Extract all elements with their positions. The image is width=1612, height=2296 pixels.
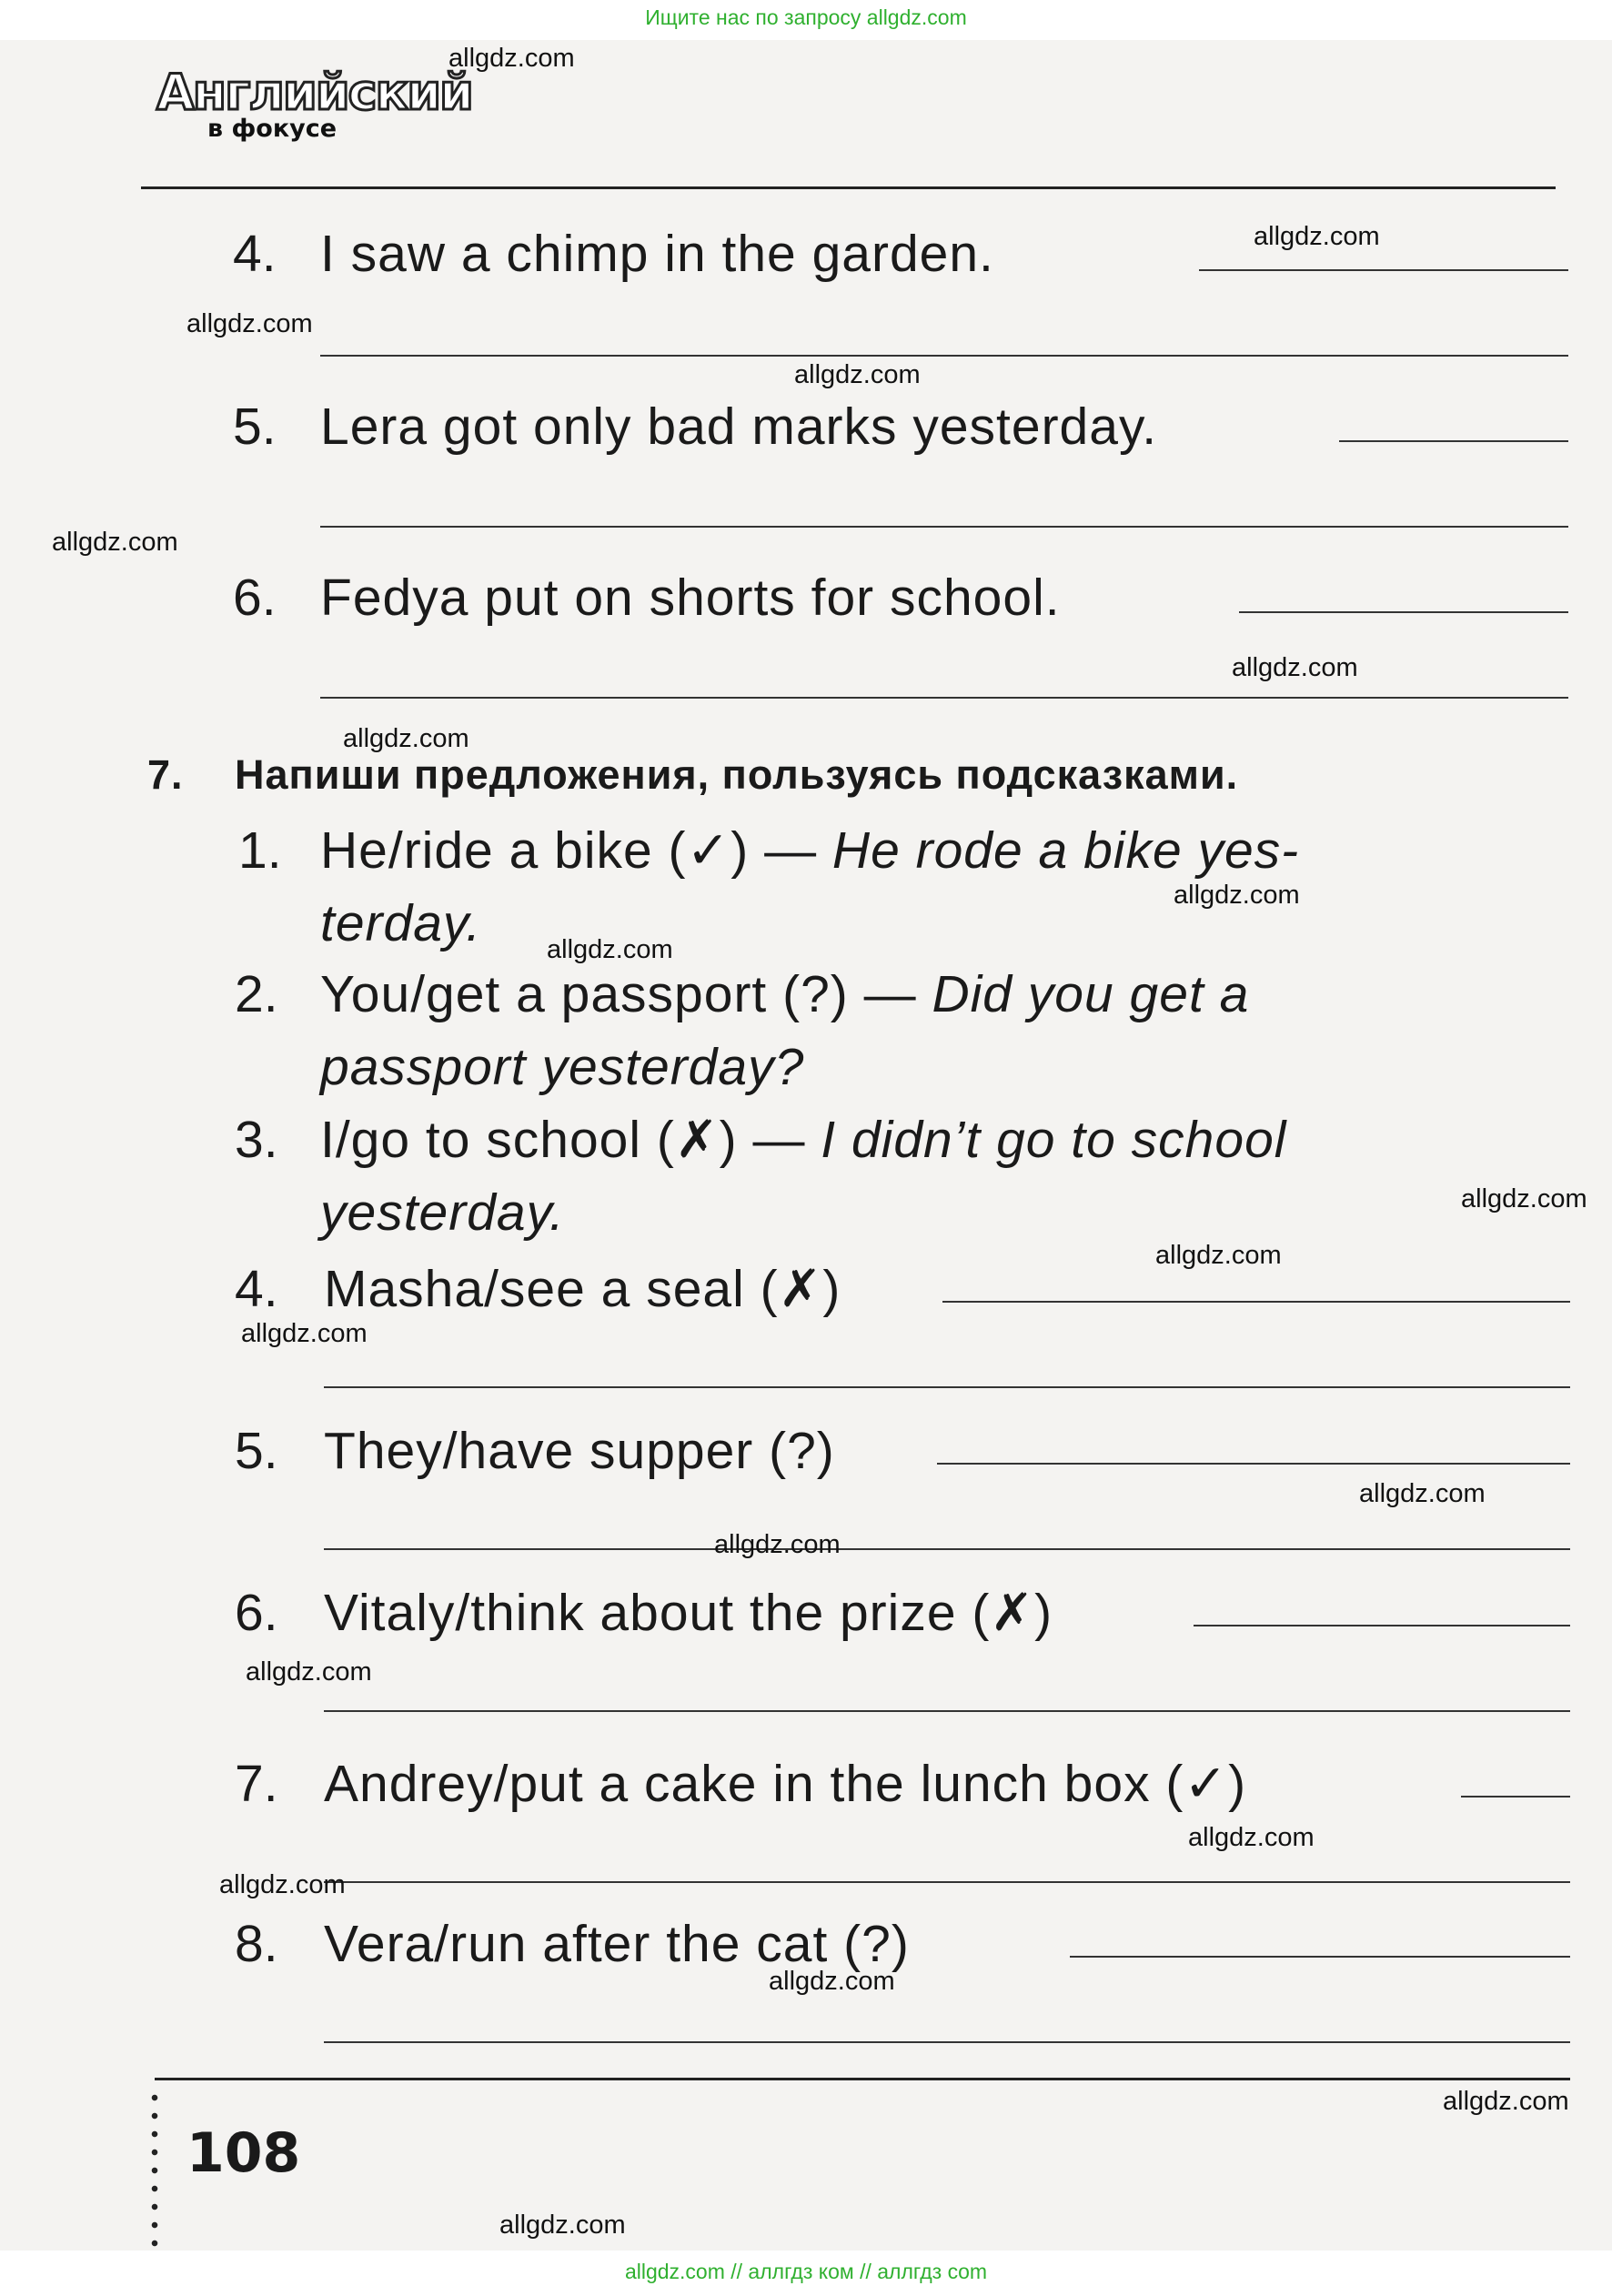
- logo-subtitle: в фокусе: [207, 115, 338, 143]
- example-prompt: You/get a passport (?) —: [320, 965, 932, 1023]
- watermark: allgdz.com: [547, 935, 673, 964]
- logo-title: Английский: [156, 64, 472, 121]
- item-number: 4.: [235, 1260, 278, 1318]
- watermark: allgdz.com: [448, 44, 575, 73]
- example-line: [320, 821, 1299, 881]
- example-answer: He rode a bike yes-: [831, 821, 1300, 880]
- watermark: allgdz.com: [1443, 2087, 1569, 2116]
- answer-line[interactable]: [320, 526, 1568, 528]
- prev-item-text: Fedya put on shorts for school.: [320, 569, 1061, 627]
- prev-item-text: I saw a chimp in the garden.: [320, 225, 994, 283]
- example-answer-cont: passport yesterday?: [320, 1038, 805, 1096]
- example-answer: Did you get a: [932, 965, 1250, 1023]
- watermark: allgdz.com: [1174, 881, 1300, 910]
- exercise-number: 7.: [147, 751, 184, 798]
- page-number: 108: [186, 2121, 301, 2185]
- example-number: 3.: [235, 1111, 278, 1169]
- answer-line[interactable]: [1461, 1796, 1570, 1798]
- item-prompt: Vitaly/think about the prize (✗): [324, 1584, 1053, 1642]
- book-logo: [156, 64, 472, 166]
- example-answer-cont: terday.: [320, 894, 482, 952]
- example-number: 2.: [235, 965, 278, 1023]
- item-number: 5.: [235, 1422, 278, 1480]
- footer-rule: [155, 2078, 1570, 2080]
- answer-line[interactable]: [320, 697, 1568, 699]
- example-line: [320, 1110, 1286, 1170]
- watermark: allgdz.com: [219, 1870, 346, 1899]
- example-line: [320, 964, 1249, 1024]
- watermark: allgdz.com: [794, 360, 921, 389]
- answer-line[interactable]: [324, 1386, 1570, 1388]
- watermark: allgdz.com: [1232, 653, 1358, 682]
- answer-line[interactable]: [324, 2041, 1570, 2043]
- answer-line[interactable]: [320, 355, 1568, 357]
- watermark: allgdz.com: [499, 2210, 626, 2240]
- watermark: allgdz.com: [1254, 222, 1380, 251]
- example-prompt: He/ride a bike (✓) —: [320, 821, 832, 880]
- watermark: allgdz.com: [714, 1530, 841, 1559]
- example-answer-cont: yesterday.: [320, 1183, 565, 1242]
- site-top-banner[interactable]: Ищите нас по запросу allgdz.com: [645, 5, 967, 29]
- prev-item-number: 6.: [233, 569, 277, 627]
- answer-line[interactable]: [1199, 269, 1568, 271]
- watermark: allgdz.com: [186, 309, 313, 338]
- answer-line[interactable]: [942, 1301, 1570, 1303]
- prev-item-text: Lera got only bad marks yesterday.: [320, 398, 1158, 456]
- item-prompt: Masha/see a seal (✗): [324, 1260, 841, 1318]
- answer-line[interactable]: [1070, 1956, 1570, 1958]
- example-number: 1.: [238, 821, 282, 880]
- watermark: allgdz.com: [1155, 1241, 1282, 1270]
- answer-line[interactable]: [324, 1710, 1570, 1712]
- answer-line[interactable]: [1194, 1625, 1570, 1626]
- watermark: allgdz.com: [246, 1657, 372, 1687]
- watermark: allgdz.com: [1188, 1823, 1315, 1852]
- watermark: allgdz.com: [1461, 1184, 1587, 1213]
- answer-line[interactable]: [324, 1548, 1570, 1550]
- example-answer: I didn’t go to school: [821, 1111, 1287, 1169]
- answer-line[interactable]: [1339, 440, 1568, 442]
- prev-item-number: 4.: [233, 225, 277, 283]
- watermark: allgdz.com: [1359, 1479, 1486, 1508]
- item-number: 8.: [235, 1915, 278, 1973]
- prev-item-number: 5.: [233, 398, 277, 456]
- watermark: allgdz.com: [343, 724, 469, 753]
- site-bottom-banner[interactable]: allgdz.com // аллгдз ком // аллгдз com: [624, 2260, 988, 2283]
- item-prompt: They/have supper (?): [324, 1422, 835, 1480]
- answer-line[interactable]: [324, 1881, 1570, 1883]
- example-prompt: I/go to school (✗) —: [320, 1111, 821, 1169]
- item-prompt: Vera/run after the cat (?): [324, 1915, 910, 1973]
- exercise-title: Напиши предложения, пользуясь подсказками.: [235, 751, 1239, 798]
- watermark: allgdz.com: [52, 528, 178, 557]
- watermark: allgdz.com: [769, 1967, 895, 1996]
- watermark: allgdz.com: [241, 1319, 368, 1348]
- item-number: 7.: [235, 1755, 278, 1813]
- item-number: 6.: [235, 1584, 278, 1642]
- item-prompt: Andrey/put a cake in the lunch box (✓): [324, 1755, 1247, 1813]
- answer-line[interactable]: [937, 1463, 1570, 1465]
- dotted-margin: [151, 2089, 158, 2251]
- header-rule: [141, 186, 1556, 189]
- answer-line[interactable]: [1239, 611, 1568, 613]
